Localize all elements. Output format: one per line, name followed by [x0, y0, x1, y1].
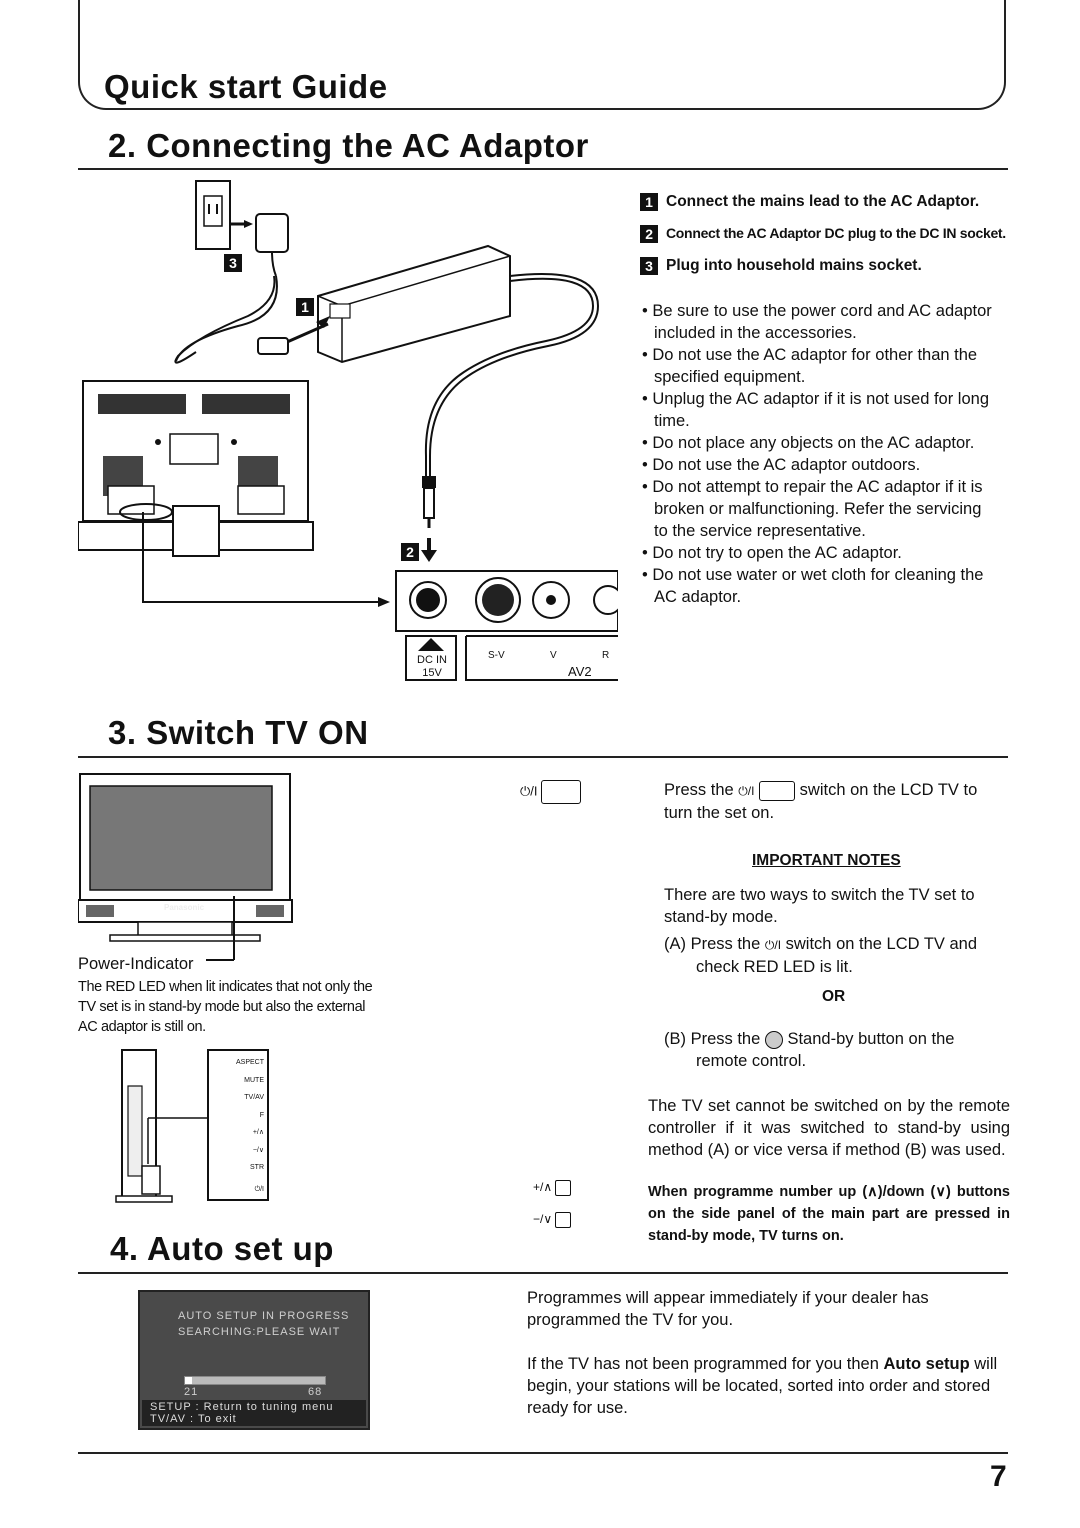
- step-3: 3 Plug into household mains socket.: [640, 257, 1006, 275]
- step-1: 1 Connect the mains lead to the AC Adaptor.: [640, 193, 1006, 211]
- dc-plug-icon: [421, 476, 437, 562]
- bullet-item: • Do not use the AC adaptor for other than the specified equipment.: [642, 344, 997, 388]
- auto-setup-osd: [138, 1290, 370, 1430]
- callout-1: 1: [296, 298, 314, 316]
- av2-label: AV2: [568, 664, 592, 679]
- sv-label: S-V: [488, 650, 505, 661]
- auto-setup-para2: If the TV has not been programmed for you then Auto setup will begin, your stations will be located, sorted into order and stored ready for use.: [527, 1355, 998, 1417]
- steps-list: [640, 193, 1006, 275]
- tv-front-view-icon: [78, 772, 378, 972]
- callout-2: 2: [401, 543, 419, 561]
- or-label: OR: [822, 988, 846, 1005]
- brand-logo: Panasonic: [164, 903, 205, 912]
- bullet-item: • Do not use water or wet cloth for cleaning the AC adaptor.: [642, 564, 997, 608]
- section4-rule: [78, 1272, 1008, 1274]
- option-b-text: (B) Press the Stand-by button on the remote control.: [664, 1030, 955, 1070]
- callout-3: 3: [224, 254, 242, 272]
- red-led-note: The RED LED when lit indicates that not only the TV set is in stand-by mode but also the external AC adaptor is still on.: [78, 979, 373, 1035]
- standby-button-icon: [765, 1031, 783, 1049]
- option-a-text: (A) Press the ⏻/I switch on the LCD TV and check RED LED is lit.: [664, 935, 978, 976]
- ac-adaptor-icon: [318, 246, 510, 362]
- side-power-label: ⏻/I: [254, 1185, 264, 1193]
- wall-socket-icon: [196, 181, 230, 249]
- auto-setup-para1: Programmes will appear immediately if your dealer has programmed the TV for you.: [527, 1289, 929, 1329]
- side-tvav-label: TV/AV: [244, 1094, 264, 1101]
- tv-rear-view-icon: [78, 381, 313, 556]
- two-ways-text: There are two ways to switch the TV set to stand-by mode.: [664, 886, 975, 926]
- standby-bold-note: When programme number up (∧)/down (∨) buttons on the side panel of the main part are pressed in stand-by mode, TV turns on.: [648, 1184, 1010, 1244]
- power-switch-icon: ⏻/I: [520, 780, 581, 804]
- section4-title: 4. Auto set up: [110, 1230, 334, 1267]
- section3-title: 3. Switch TV ON: [108, 714, 369, 751]
- osd-from: 21: [184, 1386, 199, 1398]
- bullet-item: • Be sure to use the power cord and AC adaptor included in the accessories.: [642, 300, 997, 344]
- osd-footer: [142, 1400, 366, 1426]
- power-key-icon: [759, 781, 795, 801]
- side-down-label: −/∨: [252, 1146, 264, 1154]
- section2-rule: [78, 168, 1008, 170]
- cannot-switch-text: The TV set cannot be switched on by the remote controller if it was switched to stand-by using method (A) or vice versa if method (B) was used.: [648, 1097, 1010, 1159]
- footer-rule: [78, 1452, 1008, 1454]
- bullet-item: • Do not use the AC adaptor outdoors.: [642, 454, 997, 476]
- osd-progress-track: [184, 1376, 326, 1385]
- press-switch-text: Press the ⏻/I switch on the LCD TV to turn the set on.: [664, 781, 978, 822]
- side-up-label: +/∧: [252, 1129, 264, 1136]
- page-number: 7: [990, 1460, 1007, 1493]
- prog-down-icon: −/∨: [533, 1212, 571, 1228]
- bullet-item: • Do not try to open the AC adaptor.: [642, 542, 997, 564]
- ac-adaptor-connection-illustration: [78, 176, 618, 686]
- bullet-item: • Do not place any objects on the AC adaptor.: [642, 432, 997, 454]
- side-aspect-label: ASPECT: [235, 1059, 264, 1066]
- side-f-label: F: [259, 1111, 264, 1119]
- osd-progress-fill: [185, 1377, 192, 1384]
- section3-rule: [78, 756, 1008, 758]
- dc-volt-label: 15V: [422, 667, 442, 679]
- page-header-title: Quick start Guide: [104, 68, 388, 105]
- step-2: 2 Connect the AC Adaptor DC plug to the DC IN socket.: [640, 225, 1006, 243]
- side-str-label: STR: [250, 1164, 264, 1171]
- osd-line2: SEARCHING:PLEASE WAIT: [178, 1326, 341, 1338]
- power-indicator-label: Power-Indicator: [78, 955, 194, 973]
- r-label: R: [602, 650, 610, 661]
- osd-footer1: SETUP : Return to tuning menu: [150, 1401, 334, 1413]
- side-panel-labels: [214, 1054, 264, 1198]
- v-label: V: [550, 650, 557, 661]
- dc-in-label: DC IN: [417, 654, 447, 666]
- safety-bullets: [642, 300, 997, 608]
- osd-footer2: TV/AV : To exit: [150, 1413, 237, 1425]
- prog-up-icon: +/∧: [533, 1180, 571, 1196]
- bullet-item: • Unplug the AC adaptor if it is not used for long time.: [642, 388, 997, 432]
- osd-to: 68: [308, 1386, 323, 1398]
- important-notes-heading: IMPORTANT NOTES: [752, 852, 901, 869]
- bullet-item: • Do not attempt to repair the AC adaptor if it is broken or malfunctioning. Refer the servicing to the service representative.: [642, 476, 997, 542]
- osd-line1: AUTO SETUP IN PROGRESS: [178, 1310, 350, 1322]
- side-mute-label: MUTE: [244, 1076, 264, 1084]
- section2-title: 2. Connecting the AC Adaptor: [108, 127, 589, 164]
